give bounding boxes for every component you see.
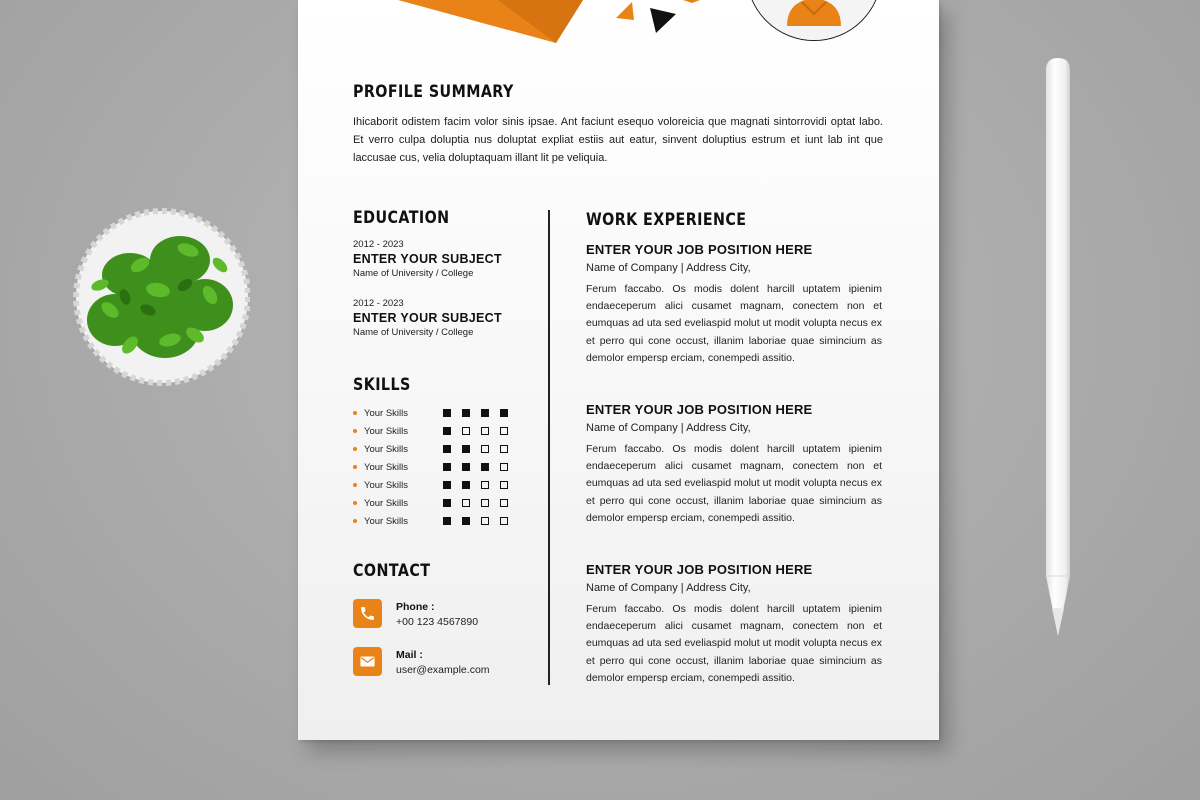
job-position: ENTER YOUR JOB POSITION HERE xyxy=(586,242,813,257)
skill-level-empty-square xyxy=(500,481,508,489)
skill-level-filled-square xyxy=(462,445,470,453)
job-position: ENTER YOUR JOB POSITION HERE xyxy=(586,402,813,417)
skill-level-filled-square xyxy=(443,463,451,471)
skill-level-filled-square xyxy=(443,409,451,417)
skill-label: Your Skills xyxy=(364,407,409,419)
contact-heading: CONTACT xyxy=(353,561,431,581)
skill-level-empty-square xyxy=(481,517,489,525)
skill-label: Your Skills xyxy=(364,425,409,437)
skill-level-empty-square xyxy=(500,427,508,435)
profile-summary-heading: PROFILE SUMMARY xyxy=(353,82,514,102)
skill-level-filled-square xyxy=(443,427,451,435)
skill-level-empty-square xyxy=(481,427,489,435)
bullet-dot-icon xyxy=(353,429,357,433)
skill-level-empty-square xyxy=(500,499,508,507)
potted-plant-image xyxy=(70,205,250,390)
skill-row xyxy=(353,476,523,494)
mail-label: Mail : xyxy=(396,649,423,661)
skill-level-filled-square xyxy=(500,409,508,417)
phone-number: +00 123 4567890 xyxy=(396,616,479,628)
education-years: 2012 - 2023 xyxy=(353,298,404,309)
skill-level-empty-square xyxy=(462,427,470,435)
skill-row xyxy=(353,512,523,530)
phone-label: Phone : xyxy=(396,601,435,613)
skill-level-filled-square xyxy=(462,409,470,417)
phone-icon xyxy=(353,599,382,628)
skill-label: Your Skills xyxy=(364,443,409,455)
skill-level-filled-square xyxy=(462,463,470,471)
skill-level-filled-square xyxy=(443,499,451,507)
job-company: Name of Company | Address City, xyxy=(586,262,751,274)
bullet-dot-icon xyxy=(353,465,357,469)
skill-row xyxy=(353,422,523,440)
education-years: 2012 - 2023 xyxy=(353,239,404,250)
job-entry xyxy=(586,241,882,367)
education-school: Name of University / College xyxy=(353,327,474,338)
skills-list xyxy=(353,404,523,530)
job-company: Name of Company | Address City, xyxy=(586,582,751,594)
skill-level-empty-square xyxy=(481,481,489,489)
skill-level-empty-square xyxy=(500,463,508,471)
skill-level-filled-square xyxy=(481,463,489,471)
resume-paper xyxy=(298,0,939,740)
work-experience-heading: WORK EXPERIENCE xyxy=(586,210,747,230)
bullet-dot-icon xyxy=(353,501,357,505)
skill-label: Your Skills xyxy=(364,479,409,491)
education-entry xyxy=(353,298,533,339)
education-subject: ENTER YOUR SUBJECT xyxy=(353,252,502,266)
job-entry xyxy=(586,401,882,527)
education-heading: EDUCATION xyxy=(353,208,450,228)
skill-row xyxy=(353,494,523,512)
skill-label: Your Skills xyxy=(364,497,409,509)
mail-icon xyxy=(353,647,382,676)
profile-summary-text: Ihicaborit odistem facim volor sinis ipsae. Ant faciunt esequo voloreicia que magnati sintorrovidi optat labo. Et verro culpa doluptia nus doluptat expliat estiis aut eatur, sinvent doluptius estrum et iunt lab int que laccusae cus, velia doluptaquam illant lit pe veliquia. xyxy=(353,116,883,164)
skill-level-filled-square xyxy=(462,481,470,489)
skill-level-empty-square xyxy=(481,499,489,507)
skill-level-empty-square xyxy=(500,445,508,453)
skill-level-filled-square xyxy=(462,517,470,525)
skill-level-filled-square xyxy=(443,481,451,489)
bullet-dot-icon xyxy=(353,483,357,487)
job-description: Ferum faccabo. Os modis dolent harcill uptatem ipienim endaeceperum alici cusamet magnam, conectem non et eumquas ad uta sed eveliaspid molut ut modit volupta necus ex et perro qui cone occust, illanim laboriae quae simincium as demolor empersp erciam, conempedi assitio. xyxy=(586,603,882,684)
profile-photo xyxy=(746,0,882,41)
skill-level-filled-square xyxy=(443,517,451,525)
education-school: Name of University / College xyxy=(353,268,474,279)
orange-geometric-decoration xyxy=(298,0,718,50)
job-company: Name of Company | Address City, xyxy=(586,422,751,434)
bullet-dot-icon xyxy=(353,447,357,451)
skill-level-filled-square xyxy=(443,445,451,453)
skill-label: Your Skills xyxy=(364,515,409,527)
skill-row xyxy=(353,458,523,476)
job-description: Ferum faccabo. Os modis dolent harcill uptatem ipienim endaeceperum alici cusamet magnam, conectem non et eumquas ad uta sed eveliaspid molut ut modit volupta necus ex et perro qui cone occust, illanim laboriae quae simincium as demolor empersp erciam, conempedi assitio. xyxy=(586,443,882,524)
education-subject: ENTER YOUR SUBJECT xyxy=(353,311,502,325)
stylus-pencil-image xyxy=(1040,56,1076,646)
job-description: Ferum faccabo. Os modis dolent harcill uptatem ipienim endaeceperum alici cusamet magnam, conectem non et eumquas ad uta sed eveliaspid molut ut modit volupta necus ex et perro qui cone occust, illanim laboriae quae simincium as demolor empersp erciam, conempedi assitio. xyxy=(586,283,882,364)
job-position: ENTER YOUR JOB POSITION HERE xyxy=(586,562,813,577)
skill-label: Your Skills xyxy=(364,461,409,473)
bullet-dot-icon xyxy=(353,519,357,523)
skill-level-empty-square xyxy=(481,445,489,453)
mail-address: user@example.com xyxy=(396,664,490,676)
skill-level-empty-square xyxy=(462,499,470,507)
skill-row xyxy=(353,404,523,422)
skill-level-empty-square xyxy=(500,517,508,525)
education-entry xyxy=(353,239,533,280)
job-entry xyxy=(586,561,882,687)
skill-row xyxy=(353,440,523,458)
column-divider xyxy=(548,210,550,685)
skill-level-filled-square xyxy=(481,409,489,417)
bullet-dot-icon xyxy=(353,411,357,415)
skills-heading: SKILLS xyxy=(353,375,411,395)
